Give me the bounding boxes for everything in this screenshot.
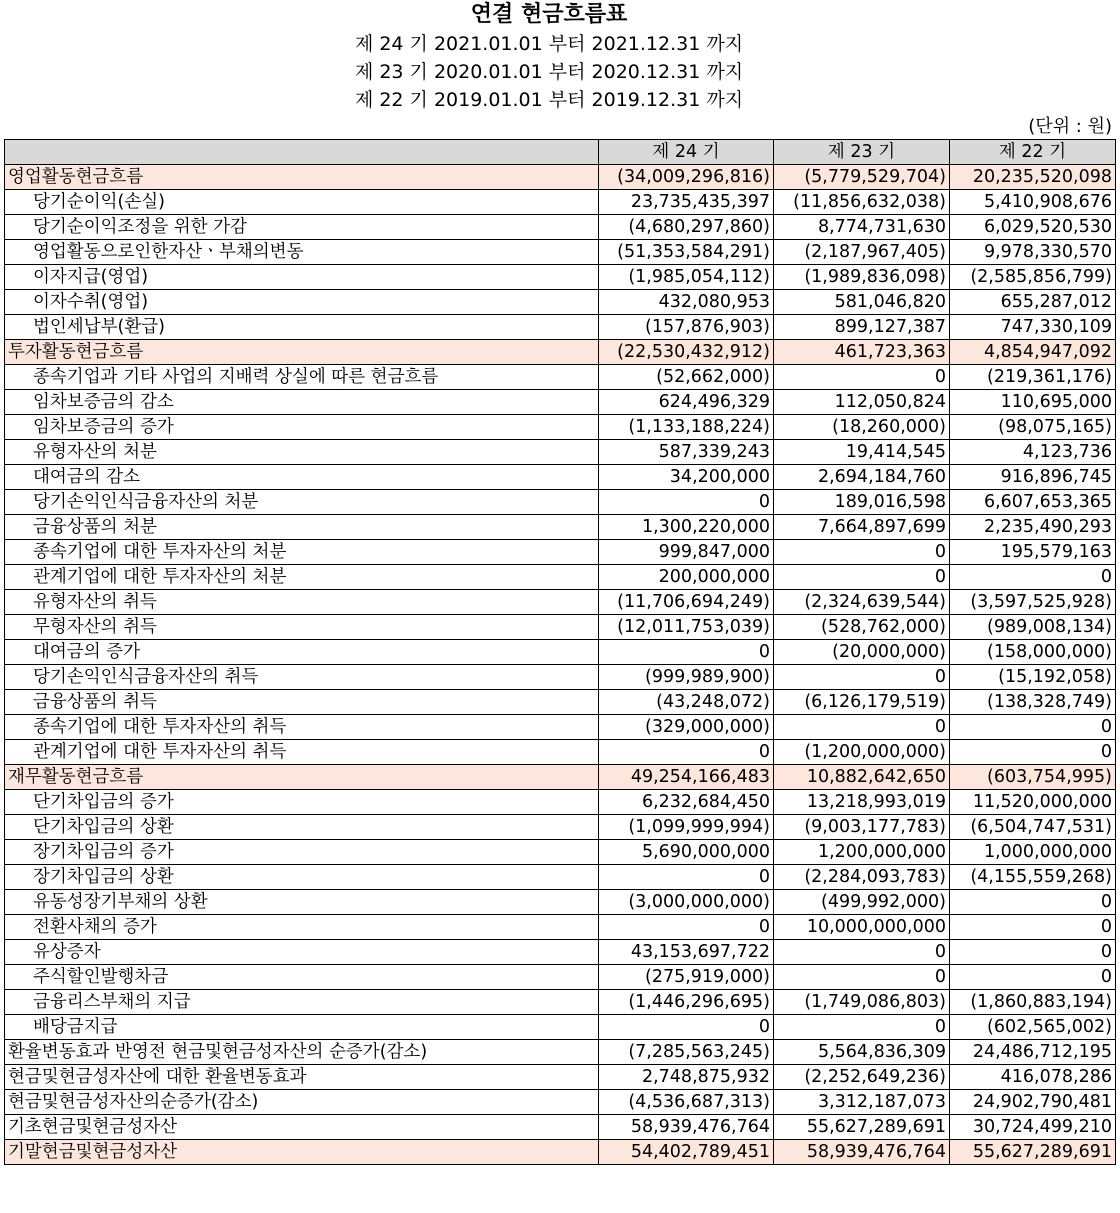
row-label: 현금및현금성자산의순증가(감소): [5, 1090, 599, 1115]
value-period-23: (6,126,179,519): [774, 690, 950, 715]
value-period-22: 0: [950, 890, 1116, 915]
value-period-23: 58,939,476,764: [774, 1140, 950, 1165]
table-row: [5, 715, 1116, 740]
value-period-23: 0: [774, 540, 950, 565]
value-period-22: 4,123,736: [950, 440, 1116, 465]
table-row: [5, 615, 1116, 640]
row-label: 기초현금및현금성자산: [5, 1115, 599, 1140]
value-period-23: (1,989,836,098): [774, 265, 950, 290]
value-period-22: (602,565,002): [950, 1015, 1116, 1040]
value-period-22: 30,724,499,210: [950, 1115, 1116, 1140]
table-row: [5, 240, 1116, 265]
value-period-22: 55,627,289,691: [950, 1140, 1116, 1165]
table-row: [5, 990, 1116, 1015]
period-line-24: 제 24 기 2021.01.01 부터 2021.12.31 까지: [354, 33, 744, 55]
value-period-23: 112,050,824: [774, 390, 950, 415]
table-row: [5, 365, 1116, 390]
row-label: 단기차입금의 증가: [5, 790, 599, 815]
table-row: [5, 215, 1116, 240]
table-row: [5, 165, 1116, 190]
row-label: 관계기업에 대한 투자자산의 처분: [5, 565, 599, 590]
row-label: 대여금의 증가: [5, 640, 599, 665]
row-label: 장기차입금의 상환: [5, 865, 599, 890]
row-label: 전환사채의 증가: [5, 915, 599, 940]
value-period-22: (15,192,058): [950, 665, 1116, 690]
row-label: 환율변동효과 반영전 현금및현금성자산의 순증가(감소): [5, 1040, 599, 1065]
value-period-22: (6,504,747,531): [950, 815, 1116, 840]
row-label: 기말현금및현금성자산: [5, 1140, 599, 1165]
value-period-22: 0: [950, 965, 1116, 990]
value-period-24: (34,009,296,816): [599, 165, 774, 190]
value-period-23: (2,252,649,236): [774, 1065, 950, 1090]
value-period-23: (2,324,639,544): [774, 590, 950, 615]
statement-header: [0, 0, 1120, 140]
row-label: 무형자산의 취득: [5, 615, 599, 640]
value-period-23: 581,046,820: [774, 290, 950, 315]
value-period-24: (51,353,584,291): [599, 240, 774, 265]
row-label: 재무활동현금흐름: [5, 765, 599, 790]
value-period-22: 195,579,163: [950, 540, 1116, 565]
row-label: 유형자산의 처분: [5, 440, 599, 465]
table-row: [5, 1040, 1116, 1065]
value-period-23: 8,774,731,630: [774, 215, 950, 240]
table-row: [5, 890, 1116, 915]
value-period-22: (3,597,525,928): [950, 590, 1116, 615]
value-period-23: 461,723,363: [774, 340, 950, 365]
value-period-22: (219,361,176): [950, 365, 1116, 390]
row-label: 종속기업과 기타 사업의 지배력 상실에 따른 현금흐름: [5, 365, 599, 390]
value-period-22: 0: [950, 915, 1116, 940]
statement-title: 연결 현금흐름표: [470, 2, 628, 27]
value-period-22: 9,978,330,570: [950, 240, 1116, 265]
value-period-24: 34,200,000: [599, 465, 774, 490]
value-period-23: 0: [774, 565, 950, 590]
row-label: 금융상품의 취득: [5, 690, 599, 715]
table-row: [5, 190, 1116, 215]
value-period-23: 10,882,642,650: [774, 765, 950, 790]
value-period-24: (43,248,072): [599, 690, 774, 715]
row-label: 임차보증금의 증가: [5, 415, 599, 440]
value-period-24: 0: [599, 915, 774, 940]
row-label: 배당금지급: [5, 1015, 599, 1040]
value-period-23: (1,200,000,000): [774, 740, 950, 765]
table-row: [5, 815, 1116, 840]
value-period-22: 0: [950, 940, 1116, 965]
value-period-24: 23,735,435,397: [599, 190, 774, 215]
header-period-23: 제 23 기: [774, 140, 950, 165]
value-period-23: (499,992,000): [774, 890, 950, 915]
value-period-23: (20,000,000): [774, 640, 950, 665]
row-label: 유동성장기부채의 상환: [5, 890, 599, 915]
value-period-24: 0: [599, 640, 774, 665]
row-label: 유상증자: [5, 940, 599, 965]
value-period-24: (12,011,753,039): [599, 615, 774, 640]
table-row: [5, 765, 1116, 790]
value-period-24: (11,706,694,249): [599, 590, 774, 615]
value-period-24: (22,530,432,912): [599, 340, 774, 365]
row-label: 단기차입금의 상환: [5, 815, 599, 840]
value-period-23: 0: [774, 365, 950, 390]
table-row: [5, 965, 1116, 990]
row-label: 금융상품의 처분: [5, 515, 599, 540]
value-period-24: (1,985,054,112): [599, 265, 774, 290]
table-row: [5, 840, 1116, 865]
value-period-22: 2,235,490,293: [950, 515, 1116, 540]
value-period-24: 0: [599, 740, 774, 765]
value-period-22: 11,520,000,000: [950, 790, 1116, 815]
value-period-24: 2,748,875,932: [599, 1065, 774, 1090]
table-row: [5, 1140, 1116, 1165]
value-period-23: 0: [774, 940, 950, 965]
value-period-24: 200,000,000: [599, 565, 774, 590]
value-period-22: 20,235,520,098: [950, 165, 1116, 190]
value-period-22: 5,410,908,676: [950, 190, 1116, 215]
row-label: 투자활동현금흐름: [5, 340, 599, 365]
value-period-24: 624,496,329: [599, 390, 774, 415]
table-row: [5, 1090, 1116, 1115]
row-label: 당기손익인식금융자산의 처분: [5, 490, 599, 515]
value-period-23: (9,003,177,783): [774, 815, 950, 840]
table-row: [5, 665, 1116, 690]
value-period-24: (52,662,000): [599, 365, 774, 390]
value-period-23: (2,187,967,405): [774, 240, 950, 265]
value-period-23: 3,312,187,073: [774, 1090, 950, 1115]
value-period-23: (2,284,093,783): [774, 865, 950, 890]
value-period-23: (18,260,000): [774, 415, 950, 440]
value-period-24: 0: [599, 865, 774, 890]
table-row: [5, 740, 1116, 765]
table-row: [5, 1115, 1116, 1140]
table-row: [5, 390, 1116, 415]
value-period-23: (528,762,000): [774, 615, 950, 640]
table-row: [5, 415, 1116, 440]
value-period-24: 999,847,000: [599, 540, 774, 565]
value-period-24: (1,446,296,695): [599, 990, 774, 1015]
row-label: 주식할인발행차금: [5, 965, 599, 990]
header-period-22: 제 22 기: [950, 140, 1116, 165]
table-row: [5, 1065, 1116, 1090]
value-period-24: (1,133,188,224): [599, 415, 774, 440]
value-period-22: 916,896,745: [950, 465, 1116, 490]
value-period-23: 899,127,387: [774, 315, 950, 340]
value-period-23: 189,016,598: [774, 490, 950, 515]
table-row: [5, 515, 1116, 540]
table-row: [5, 465, 1116, 490]
value-period-24: (4,680,297,860): [599, 215, 774, 240]
value-period-24: 43,153,697,722: [599, 940, 774, 965]
value-period-23: 55,627,289,691: [774, 1115, 950, 1140]
value-period-23: 13,218,993,019: [774, 790, 950, 815]
value-period-23: 2,694,184,760: [774, 465, 950, 490]
value-period-22: (1,860,883,194): [950, 990, 1116, 1015]
value-period-24: 0: [599, 1015, 774, 1040]
row-label: 장기차입금의 증가: [5, 840, 599, 865]
value-period-22: 6,029,520,530: [950, 215, 1116, 240]
value-period-23: 5,564,836,309: [774, 1040, 950, 1065]
row-label: 유형자산의 취득: [5, 590, 599, 615]
row-label: 이자수취(영업): [5, 290, 599, 315]
value-period-24: (1,099,999,994): [599, 815, 774, 840]
value-period-24: 5,690,000,000: [599, 840, 774, 865]
value-period-22: 747,330,109: [950, 315, 1116, 340]
value-period-22: 6,607,653,365: [950, 490, 1116, 515]
header-period-24: 제 24 기: [599, 140, 774, 165]
period-line-22: 제 22 기 2019.01.01 부터 2019.12.31 까지: [354, 89, 744, 111]
unit-label: (단위 : 원): [1028, 116, 1112, 137]
value-period-24: 432,080,953: [599, 290, 774, 315]
table-row: [5, 290, 1116, 315]
value-period-24: (999,989,900): [599, 665, 774, 690]
value-period-22: 24,902,790,481: [950, 1090, 1116, 1115]
table-row: [5, 590, 1116, 615]
value-period-24: 0: [599, 490, 774, 515]
value-period-23: (1,749,086,803): [774, 990, 950, 1015]
table-row: [5, 265, 1116, 290]
period-line-23: 제 23 기 2020.01.01 부터 2020.12.31 까지: [354, 61, 744, 83]
value-period-24: (275,919,000): [599, 965, 774, 990]
row-label: 영업활동으로인한자산ㆍ부채의변동: [5, 240, 599, 265]
value-period-23: (5,779,529,704): [774, 165, 950, 190]
value-period-22: 416,078,286: [950, 1065, 1116, 1090]
row-label: 종속기업에 대한 투자자산의 취득: [5, 715, 599, 740]
row-label: 대여금의 감소: [5, 465, 599, 490]
table-row: [5, 865, 1116, 890]
value-period-24: 49,254,166,483: [599, 765, 774, 790]
value-period-22: (98,075,165): [950, 415, 1116, 440]
table-row: [5, 915, 1116, 940]
table-row: [5, 440, 1116, 465]
row-label: 당기손익인식금융자산의 취득: [5, 665, 599, 690]
row-label: 금융리스부채의 지급: [5, 990, 599, 1015]
value-period-22: 1,000,000,000: [950, 840, 1116, 865]
value-period-22: (989,008,134): [950, 615, 1116, 640]
value-period-22: 0: [950, 740, 1116, 765]
value-period-23: 1,200,000,000: [774, 840, 950, 865]
value-period-22: 4,854,947,092: [950, 340, 1116, 365]
table-row: [5, 790, 1116, 815]
row-label: 임차보증금의 감소: [5, 390, 599, 415]
value-period-22: (4,155,559,268): [950, 865, 1116, 890]
row-label: 현금및현금성자산에 대한 환율변동효과: [5, 1065, 599, 1090]
cash-flow-table: [4, 139, 1116, 1165]
table-row: [5, 540, 1116, 565]
value-period-24: (3,000,000,000): [599, 890, 774, 915]
value-period-24: (4,536,687,313): [599, 1090, 774, 1115]
row-label: 이자지급(영업): [5, 265, 599, 290]
value-period-22: (2,585,856,799): [950, 265, 1116, 290]
table-header-row: [5, 140, 1116, 165]
value-period-22: 655,287,012: [950, 290, 1116, 315]
table-row: [5, 690, 1116, 715]
value-period-24: 58,939,476,764: [599, 1115, 774, 1140]
table-row: [5, 340, 1116, 365]
value-period-23: 7,664,897,699: [774, 515, 950, 540]
value-period-24: (329,000,000): [599, 715, 774, 740]
table-row: [5, 315, 1116, 340]
table-row: [5, 490, 1116, 515]
row-label: 관계기업에 대한 투자자산의 취득: [5, 740, 599, 765]
value-period-24: (157,876,903): [599, 315, 774, 340]
value-period-23: 0: [774, 715, 950, 740]
value-period-23: 0: [774, 665, 950, 690]
value-period-22: 24,486,712,195: [950, 1040, 1116, 1065]
value-period-23: 0: [774, 1015, 950, 1040]
value-period-23: (11,856,632,038): [774, 190, 950, 215]
table-row: [5, 640, 1116, 665]
table-row: [5, 940, 1116, 965]
table-row: [5, 565, 1116, 590]
value-period-24: 1,300,220,000: [599, 515, 774, 540]
table-body: [5, 165, 1116, 1165]
value-period-23: 10,000,000,000: [774, 915, 950, 940]
value-period-23: 0: [774, 965, 950, 990]
value-period-24: (7,285,563,245): [599, 1040, 774, 1065]
value-period-24: 6,232,684,450: [599, 790, 774, 815]
row-label: 당기순이익(손실): [5, 190, 599, 215]
row-label: 영업활동현금흐름: [5, 165, 599, 190]
value-period-22: (138,328,749): [950, 690, 1116, 715]
row-label: 당기순이익조정을 위한 가감: [5, 215, 599, 240]
row-label: 법인세납부(환급): [5, 315, 599, 340]
value-period-23: 19,414,545: [774, 440, 950, 465]
value-period-24: 587,339,243: [599, 440, 774, 465]
value-period-22: 110,695,000: [950, 390, 1116, 415]
value-period-22: (158,000,000): [950, 640, 1116, 665]
table-row: [5, 1015, 1116, 1040]
value-period-22: 0: [950, 565, 1116, 590]
value-period-22: 0: [950, 715, 1116, 740]
value-period-24: 54,402,789,451: [599, 1140, 774, 1165]
value-period-22: (603,754,995): [950, 765, 1116, 790]
header-label-column: [5, 140, 599, 165]
row-label: 종속기업에 대한 투자자산의 처분: [5, 540, 599, 565]
